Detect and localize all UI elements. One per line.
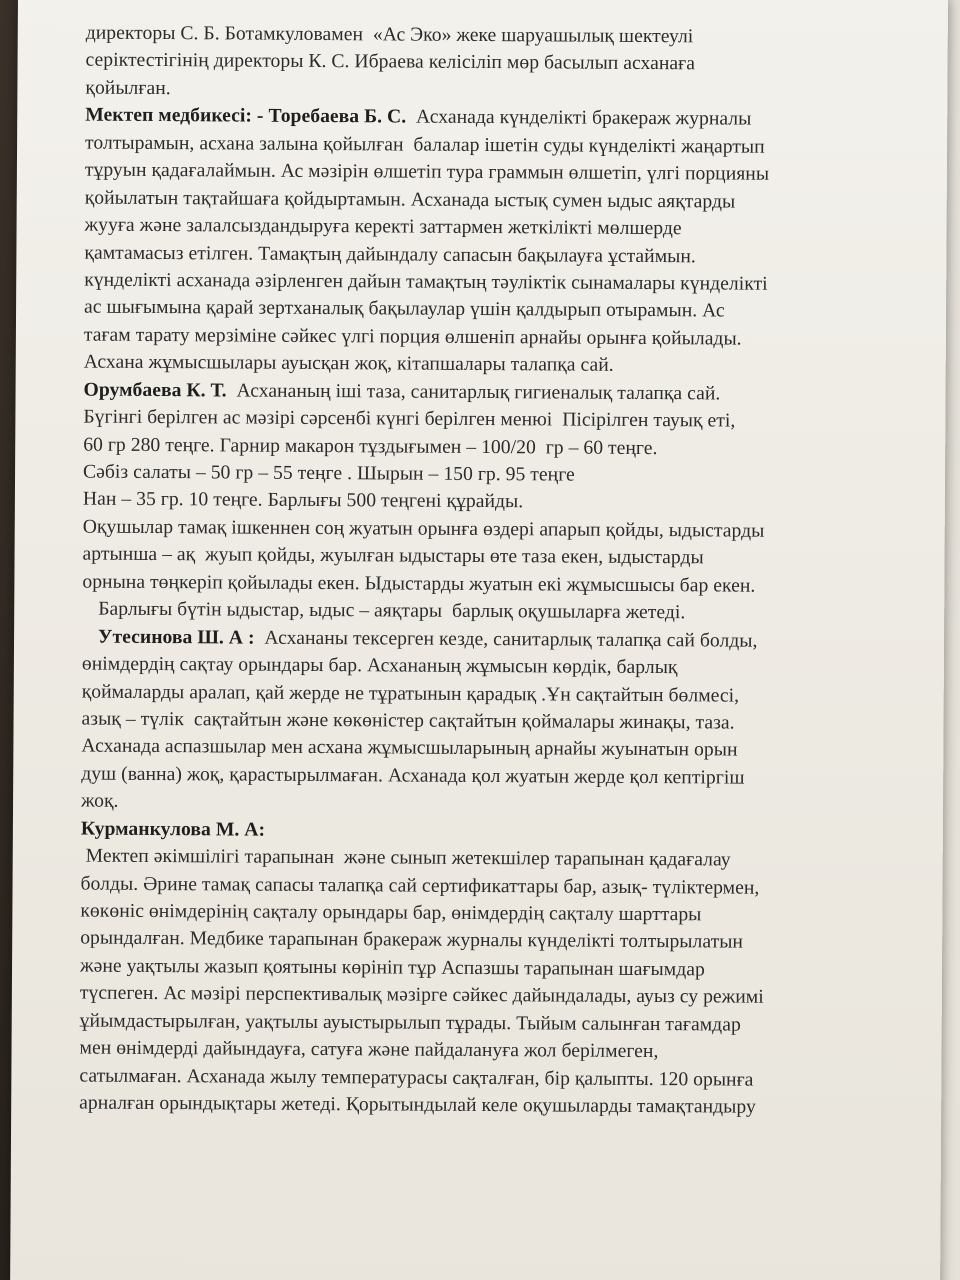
text-line <box>81 760 901 792</box>
line-text: ұйымдастырылған, уақтылы ауыстырылып тұрады. Тыйым салынған тағамдар <box>79 1010 741 1036</box>
line-text: орнына төңкеріп қойылады екен. Ыдыстарды жуатын екі жұмысшысы бар екен. <box>82 571 756 597</box>
line-text: қоймаларды аралап, қай жерде не тұратынын қарадық .Ұн сақтайтын бөлмесі, <box>81 681 740 707</box>
line-text: күнделікті асханада әзірленген дайын тамақтың тәуліктік сынамалары күнделікті <box>84 269 768 295</box>
line-text: қойылатын тақтайшаға қойдыртамын. Асханада ыстық сумен ыдыс аяқтарды <box>84 187 736 213</box>
line-text: азық – түлік сақтайтын және көкөністер сақтайтын қоймалары жинақы, таза. <box>81 708 735 734</box>
line-text: мен өнімдерді дайындауға, сатуға және пайдалануға жол берілмеген, <box>79 1037 659 1063</box>
line-text: қойылған. <box>85 77 171 99</box>
line-text: қамтамасыз етілген. Тамақтың дайындалу сапасын бақылауға ұстаймын. <box>84 242 696 267</box>
line-text: түспеген. Ас мәзірі перспективалық мәзірге сәйкес дайындалады, ауыз су режимі <box>79 982 764 1009</box>
text-line <box>86 47 906 79</box>
line-text: өнімдердің сақтау орындары бар. Асхананың жұмысын көрдік, барлық <box>81 653 678 679</box>
line-text: душ (ванна) жоқ, қарастырылмаған. Асханада қол жуатын жерде қол кептіргіш <box>81 763 745 789</box>
line-text: Асханада күнделікті бракераж журналы <box>406 106 752 130</box>
line-text: жууға және залалсыздандыруға керекті заттармен жеткілікті мөлшерде <box>84 214 682 240</box>
line-text: 60 гр 280 теңге. Гарнир макарон тұздығымен – 100/20 гр – 60 теңге. <box>83 434 658 459</box>
text-line <box>82 651 902 683</box>
line-text: және уақтылы жазып қоятыны көрініп тұр Аспазшы тарапынан шағымдар <box>79 955 705 981</box>
line-text: артынша – ақ жуып қойды, жуылған ыдыстары өте таза екен, ыдыстарды <box>82 543 704 569</box>
line-text: директоры С. Б. Ботамкуловамен «Ас Эко» жеке шаруашылық шектеулі <box>85 22 694 48</box>
speaker-name: Мектеп медбикесі: - Торебаева Б. С. <box>85 104 407 128</box>
line-text: Асхананың іші таза, санитарлық гигиеналық талапқа сай. <box>226 380 721 405</box>
text-line <box>83 404 903 436</box>
speaker-name: Утесинова Ш. А : <box>98 626 255 649</box>
line-text: ас шығымына қарай зертханалық бақылаулар үшін қалдырып отырамын. Ас <box>84 296 725 322</box>
line-text: Оқушылар тамақ ішкеннен соң жуатын орынға өздері апарып қойды, ыдыстарды <box>82 516 765 542</box>
text-line <box>81 843 901 875</box>
line-text: Нан – 35 гр. 10 теңге. Барлығы 500 теңгені құрайды. <box>82 489 524 513</box>
line-text: болды. Әрине тамақ сапасы талапқа сай сертификаттары бар, азық- түліктермен, <box>80 873 760 899</box>
line-text: жоқ. <box>80 790 119 813</box>
speaker-name: Курманкулова М. А: <box>80 818 266 841</box>
line-text: Бүгінгі берілген ас мәзірі сәрсенбі күнгі берілген менюі Пісірілген тауық еті, <box>83 406 736 432</box>
line-text: толтырамын, асхана залына қойылған балалар ішетін суды күнделікті жаңартып <box>85 132 765 158</box>
line-text: тағам тарату мерзіміне сәйкес үлгі порция өлшеніп арнайы орынға қойылады. <box>83 324 742 350</box>
line-text: серіктестігінің директоры К. С. Ибраева келісіліп мөр басылып асханаға <box>85 50 696 75</box>
text-line <box>79 1090 899 1122</box>
line-text: Асханада аспазшылар мен асхана жұмысшыларының арнайы жуынатын орын <box>81 735 738 761</box>
speaker-name: Орумбаева К. Т. <box>83 379 227 402</box>
text-line <box>84 212 904 244</box>
line-text: көкөніс өнімдерінің сақталу орындары бар, өнімдердің сақталу шарттары <box>80 900 702 926</box>
line-text: тұруын қадағалаймын. Ас мәзірін өлшетіп тура граммын өлшетіп, үлгі порцияны <box>84 159 770 185</box>
line-text: Барлығы бүтін ыдыстар, ыдыс – аяқтары барлық оқушыларға жетеді. <box>98 598 686 624</box>
line-text: арналған орындықтары жетеді. Қорытындылай келе оқушыларды тамақтандыру <box>79 1092 756 1118</box>
line-text: Мектеп әкімшілігі тарапынан және сынып жетекшілер тарапынан қадағалау <box>80 845 731 871</box>
line-text: Сәбіз салаты – 50 гр – 55 теңге . Шырын – 150 гр. 95 теңге <box>83 461 575 486</box>
line-text: Асхананы тексерген кезде, санитарлық талапқа сай болды, <box>254 627 758 652</box>
line-text: орындалған. Медбике тарапынан бракераж журналы күнделікті толтырылатын <box>80 927 744 954</box>
line-text: Асхана жұмысшылары ауысқан жоқ, кітапшалары талапқа сай. <box>83 351 614 377</box>
document-text <box>79 20 906 1122</box>
line-text: сатылмаған. Асханада жылу температурасы сақталған, бір қалыпты. 120 орынға <box>79 1065 754 1091</box>
paper-sheet <box>10 0 948 1280</box>
